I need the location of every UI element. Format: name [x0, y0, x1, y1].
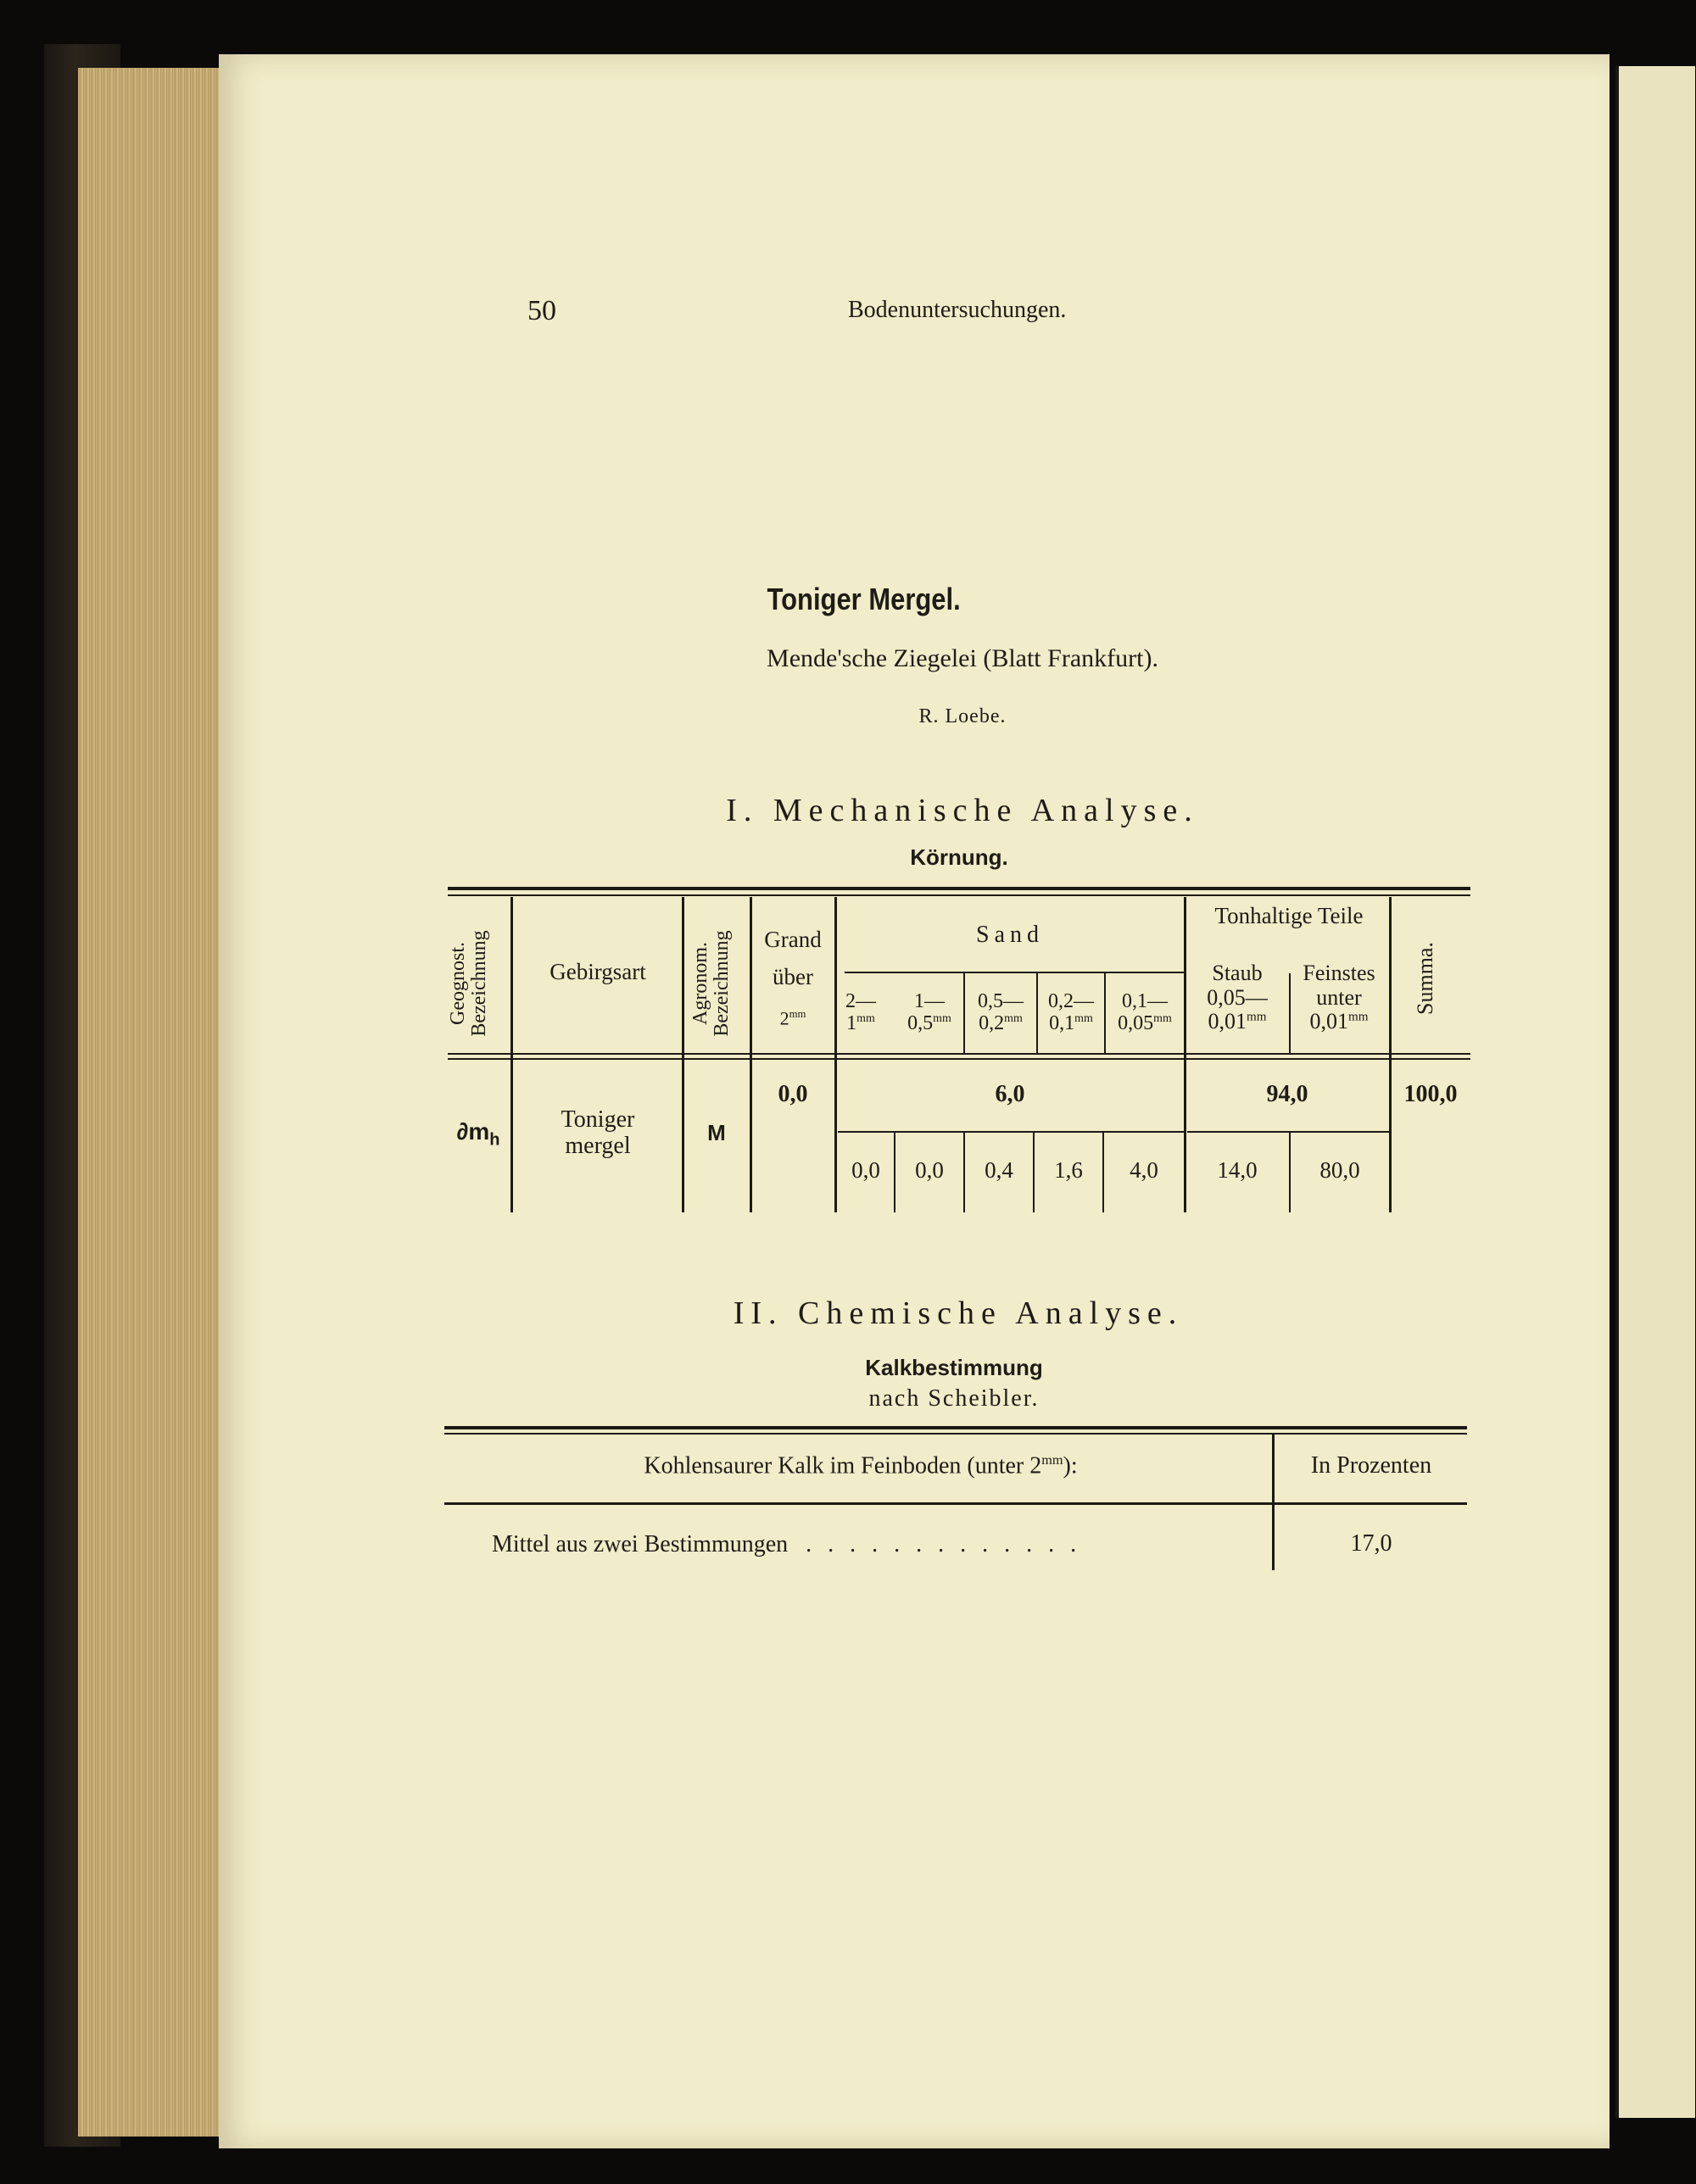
row-gebirgsart [514, 1107, 682, 1160]
unit-mm: mm [1074, 1012, 1093, 1026]
sand-fraction-5 [1106, 990, 1184, 1035]
fraction-to [840, 1012, 882, 1034]
fraction-to-value: 0,2 [979, 1012, 1005, 1035]
unit-mm: mm [789, 1008, 806, 1020]
staub-label: Staub [1212, 961, 1263, 985]
kalk-row-label [492, 1531, 1081, 1558]
staub-to-value: 0,01 [1208, 1009, 1247, 1034]
page-number: 50 [527, 295, 556, 326]
row-staub: 14,0 [1217, 1157, 1258, 1183]
geognost-subscript: h [489, 1130, 500, 1150]
subtitle: Mende'sche Ziegelei (Blatt Frankfurt). [767, 644, 1158, 672]
running-head: Bodenuntersuchungen. [848, 297, 1067, 323]
fraction-to-value: 0,05 [1118, 1012, 1154, 1035]
kalk-row-dots: . . . . . . . . . . . . . [806, 1531, 1082, 1557]
grand-label: Grand [764, 927, 822, 952]
unit-mm: mm [1247, 1010, 1267, 1024]
sand-fraction-4 [1038, 990, 1104, 1035]
author: R. Loebe. [918, 705, 1007, 727]
row-ton-total: 94,0 [1266, 1081, 1308, 1107]
kalk-header-right: In Prozenten [1310, 1452, 1432, 1479]
page-edges [78, 68, 222, 2137]
row-sand-1: 0,0 [851, 1157, 880, 1183]
fraction-from: 0,5— [978, 990, 1024, 1012]
fraction-to-value: 0,5 [907, 1012, 934, 1035]
kalk-header-end: ): [1063, 1452, 1078, 1479]
section2-subheading2: nach Scheibler. [868, 1385, 1040, 1412]
fraction-from: 0,2— [1048, 990, 1094, 1012]
row-feinstes: 80,0 [1319, 1157, 1360, 1183]
col-sand-header: Sand [976, 922, 1044, 948]
unit-mm: mm [1004, 1012, 1023, 1026]
feinstes-unter: unter [1316, 984, 1362, 1010]
section1-subheading: Körnung. [910, 844, 1008, 870]
section1-heading: I. Mechanische Analyse. [726, 793, 1199, 828]
col-grand-header [751, 921, 834, 1037]
unit-mm: mm [1153, 1012, 1172, 1026]
grand-size-value: 2 [779, 1007, 789, 1029]
feinstes-label: Feinstes [1303, 961, 1375, 985]
fraction-to-value: 1 [846, 1012, 857, 1035]
fraction-from: 2— [845, 990, 876, 1012]
grand-size [751, 995, 834, 1037]
fraction-to [1106, 1012, 1184, 1034]
row-sand-total: 6,0 [995, 1081, 1025, 1107]
col-tonhaltige-header: Tonhaltige Teile [1214, 903, 1364, 928]
section2-subheading: Kalkbestimmung [865, 1355, 1043, 1380]
col-staub-header [1186, 961, 1289, 1034]
col-geognost-header: Geognost. Bezeichnung [447, 930, 491, 1037]
geognost-symbol: ∂m [456, 1118, 490, 1145]
fraction-to [965, 1012, 1036, 1034]
col-summa-header: Summa. [1413, 942, 1437, 1015]
row-grand: 0,0 [778, 1081, 808, 1107]
gebirgsart-line2: mergel [565, 1132, 631, 1159]
staub-from: 0,05— [1207, 984, 1268, 1010]
gebirgsart-line1: Toniger [561, 1106, 635, 1133]
col-agronom-header: Agronom. Bezeichnung [689, 930, 734, 1037]
row-sand-2: 0,0 [915, 1157, 944, 1183]
fraction-to [1038, 1012, 1104, 1034]
section2-heading: II. Chemische Analyse. [733, 1295, 1184, 1331]
fraction-to [894, 1012, 965, 1034]
col-gebirgsart-header: Gebirgsart [550, 959, 646, 984]
row-sand-5: 4,0 [1130, 1157, 1158, 1183]
col-feinstes-header [1289, 961, 1389, 1034]
kalk-row-text: Mittel aus zwei Bestimmungen [492, 1531, 789, 1557]
unit-mm: mm [1041, 1452, 1063, 1468]
staub-to [1186, 1010, 1289, 1034]
row-geognost [448, 1119, 509, 1150]
row-agronom: M [707, 1120, 726, 1145]
row-sand-4: 1,6 [1054, 1157, 1083, 1183]
row-summa: 100,0 [1403, 1081, 1458, 1107]
fraction-from: 0,1— [1122, 990, 1168, 1012]
unit-mm: mm [856, 1012, 875, 1026]
unit-mm: mm [1348, 1010, 1369, 1024]
unit-mm: mm [933, 1012, 951, 1026]
kalk-header-text: Kohlensaurer Kalk im Feinboden (unter 2 [644, 1452, 1042, 1479]
feinstes-to [1289, 1010, 1389, 1034]
sand-fraction-1 [840, 990, 882, 1035]
next-page-edge [1615, 66, 1695, 2118]
kalk-row-value: 17,0 [1350, 1530, 1392, 1557]
fraction-from: 1— [914, 990, 945, 1012]
page-title [135, 582, 1593, 617]
feinstes-to-value: 0,01 [1309, 1009, 1349, 1034]
sand-fraction-2 [894, 990, 965, 1035]
kalk-header-left [449, 1453, 1272, 1479]
title-text: Toniger Mergel. [767, 582, 961, 616]
sand-fraction-3 [965, 990, 1036, 1035]
grand-ueber: über [773, 964, 813, 989]
row-sand-3: 0,4 [985, 1157, 1013, 1183]
fraction-to-value: 0,1 [1049, 1012, 1075, 1035]
